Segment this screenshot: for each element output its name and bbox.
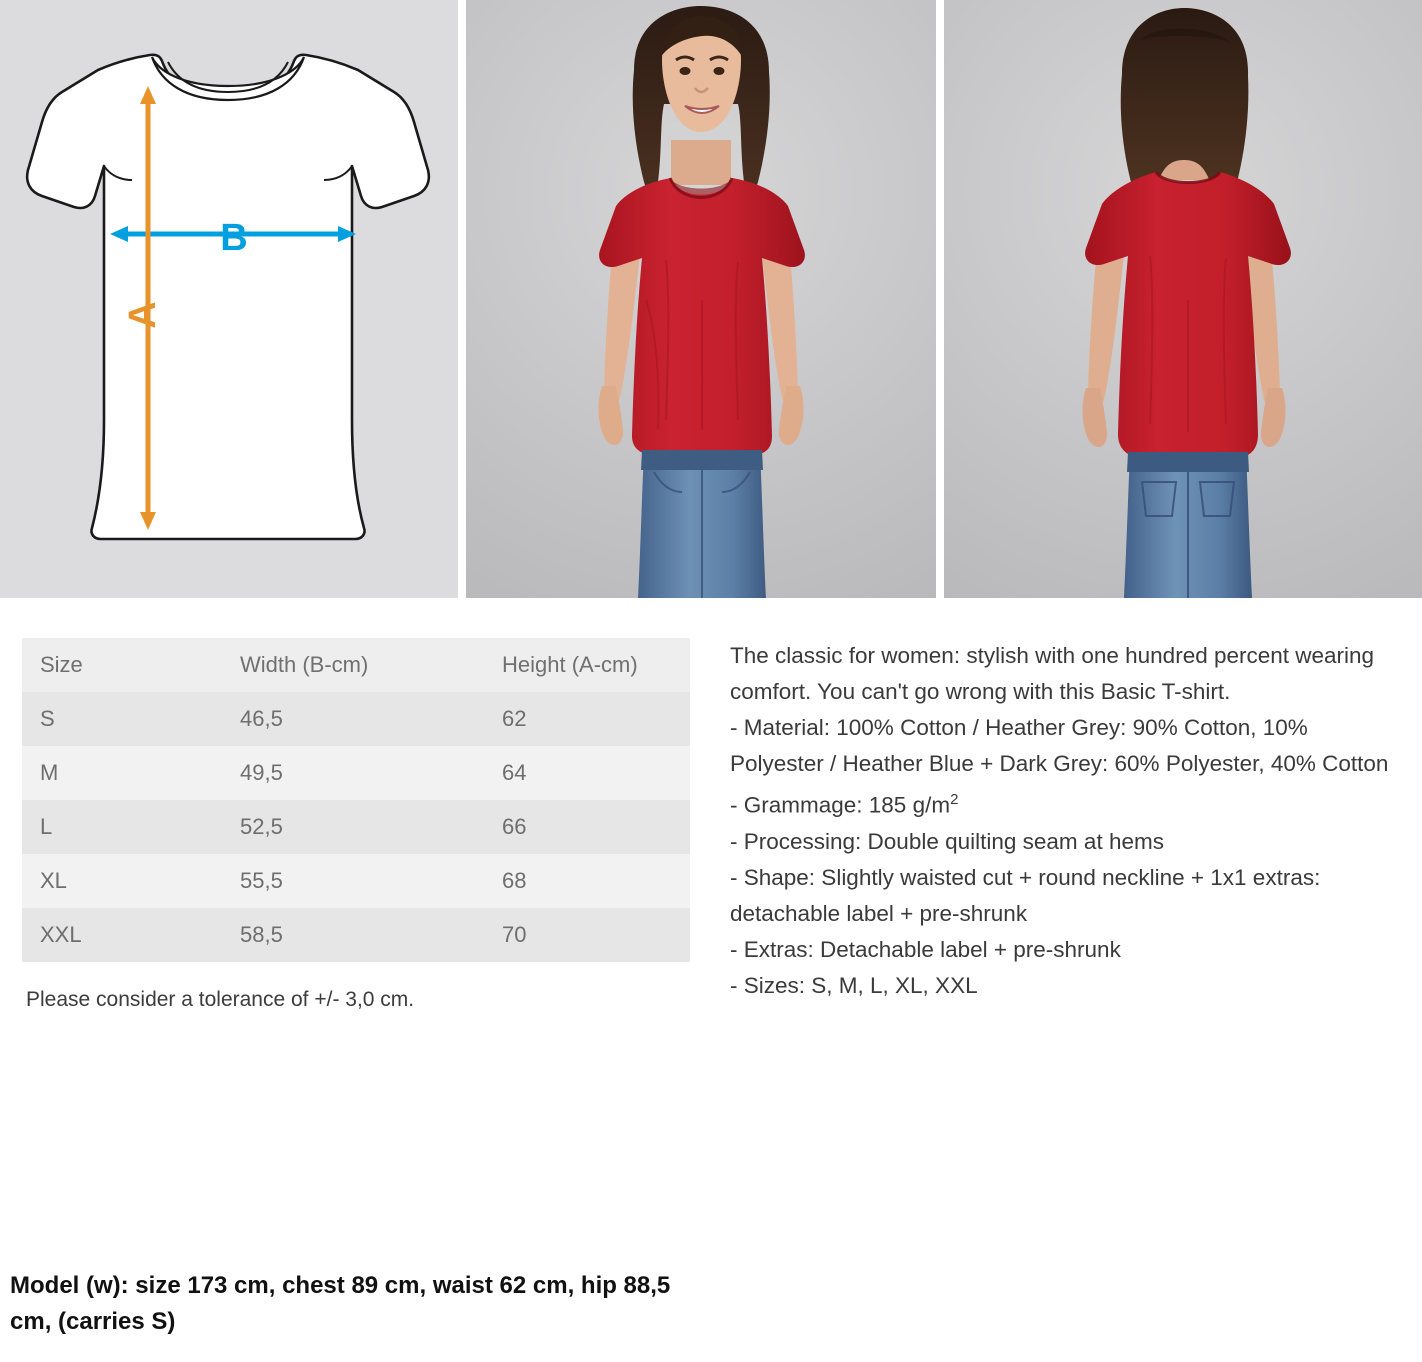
description-processing: - Processing: Double quilting seam at hems: [730, 828, 1164, 854]
cell-size: M: [40, 760, 59, 785]
header-height: Height (A-cm): [484, 638, 690, 692]
cell-height: 64: [502, 760, 527, 785]
details-section: [0, 598, 1422, 1012]
tolerance-note: Please consider a tolerance of +/- 3,0 cm.: [26, 988, 415, 1011]
size-table-column: [0, 638, 712, 1012]
table-header-row: [22, 638, 690, 692]
cell-height: 62: [502, 706, 527, 731]
diagram-svg: [0, 0, 458, 598]
svg-text:A: A: [122, 301, 164, 329]
model-front-photo: [466, 0, 936, 598]
grammage-text: - Grammage: 185 g/m: [730, 792, 951, 818]
description-material: - Material: 100% Cotton / Heather Grey: 90% Cotton, 10% Polyester / Heather Blue + Dark Grey: 60% Polyester, 40% Cotton: [730, 715, 1389, 776]
table-row: [22, 800, 690, 854]
description-intro: The classic for women: stylish with one hundred percent wearing comfort. You can't go wrong with this Basic T-shirt.: [730, 643, 1375, 704]
table-row: [22, 746, 690, 800]
description-sizes: - Sizes: S, M, L, XL, XXL: [730, 972, 978, 998]
image-row: [0, 0, 1422, 598]
table-row: [22, 908, 690, 962]
cell-width: 49,5: [240, 760, 283, 785]
cell-size: L: [40, 814, 53, 839]
cell-width: 46,5: [240, 706, 283, 731]
cell-size: S: [40, 706, 55, 731]
description-extras: - Extras: Detachable label + pre-shrunk: [730, 936, 1121, 962]
cell-height: 66: [502, 814, 527, 839]
model-measurements-note: Model (w): size 173 cm, chest 89 cm, waist 62 cm, hip 88,5 cm, (carries S): [10, 1272, 671, 1335]
cell-size: XXL: [40, 922, 82, 947]
header-size: Size: [22, 638, 222, 692]
table-row: [22, 692, 690, 746]
table-row: [22, 854, 690, 908]
model-back-photo: [944, 0, 1422, 598]
svg-text:B: B: [220, 217, 248, 259]
cell-width: 58,5: [240, 922, 283, 947]
size-table: [22, 638, 690, 962]
cell-width: 52,5: [240, 814, 283, 839]
tshirt-measurement-diagram: [0, 0, 458, 598]
header-width: Width (B-cm): [222, 638, 484, 692]
product-description: [712, 638, 1402, 1012]
cell-height: 68: [502, 868, 527, 893]
grammage-exponent: 2: [950, 791, 959, 808]
model-front-illustration: [466, 0, 936, 598]
cell-size: XL: [40, 868, 67, 893]
model-back-illustration: [944, 0, 1422, 598]
cell-width: 55,5: [240, 868, 283, 893]
description-grammage: [730, 782, 1402, 824]
description-shape: - Shape: Slightly waisted cut + round neckline + 1x1 extras: detachable label + pre-shrunk: [730, 864, 1321, 926]
cell-height: 70: [502, 922, 527, 947]
